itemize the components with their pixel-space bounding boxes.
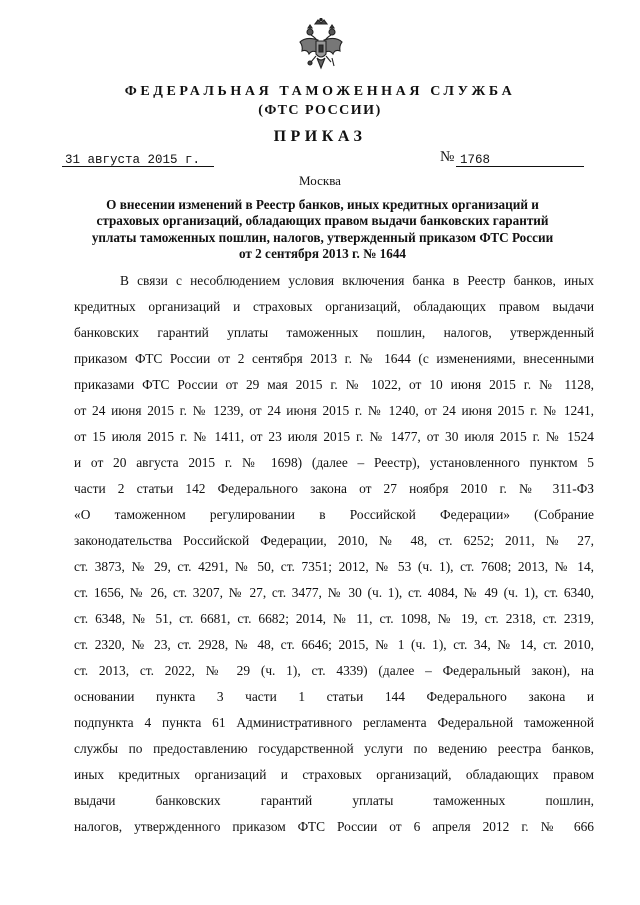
body-line: от 24 июня 2015 г. № 1239, от 24 июня 2015 г. № 1240, от 24 июня 2015 г. № 1241, (74, 403, 594, 418)
body-line: выдачи банковских гарантий уплаты таможенных пошлин, (74, 793, 594, 808)
body-line: налогов, утвержденного приказом ФТС России от 6 апреля 2012 г. № 666 (74, 819, 594, 834)
body-line: банковских гарантий уплаты таможенных пошлин, налогов, утвержденный (74, 325, 594, 340)
city: Москва (299, 173, 341, 188)
body-line: «О таможенном регулировании в Российской Федерации» (Собрание (74, 507, 594, 522)
document-type: ПРИКАЗ (273, 128, 367, 145)
body-line: ст. 6348, № 51, ст. 6681, ст. 6682; 2014, № 11, ст. 1098, № 19, ст. 2318, ст. 2319, (74, 611, 594, 626)
date-underline (62, 166, 214, 167)
state-emblem-icon (298, 18, 344, 74)
body-line: кредитных организаций и страховых организаций, обладающих правом выдачи (74, 299, 594, 314)
body-line: иных кредитных организаций и страховых организаций, обладающих правом (74, 767, 594, 782)
title-line: страховых организаций, обладающих правом выдачи банковских гарантий (96, 213, 549, 229)
title-line: уплаты таможенных пошлин, налогов, утвержденный приказом ФТС России (91, 229, 554, 245)
body-line: законодательства Российской Федерации, 2010, № 48, ст. 6252; 2011, № 27, (74, 533, 594, 548)
document-title (70, 197, 575, 262)
body-line: службы по предоставлению государственной услуги по ведению реестра банков, (74, 741, 594, 756)
body-line: части 2 статьи 142 Федерального закона от 27 ноября 2010 г. № 311-ФЗ (74, 481, 594, 496)
title-line: от 2 сентября 2013 г. № 1644 (238, 245, 407, 261)
body-line: ст. 1656, № 26, ст. 3207, № 27, ст. 3477, № 30 (ч. 1), ст. 4084, № 49 (ч. 1), ст. 6340, (74, 585, 594, 600)
body-line: подпункта 4 пункта 61 Административного регламента Федеральной таможенной (74, 715, 594, 730)
agency-name: ФЕДЕРАЛЬНАЯ ТАМОЖЕННАЯ СЛУЖБА (124, 84, 516, 99)
body-line: приказом ФТС России от 2 сентября 2013 г. № 1644 (с изменениями, внесенными (74, 351, 594, 366)
body-line: основании пункта 3 части 1 статьи 144 Федерального закона и (74, 689, 594, 704)
body-line: ст. 2320, № 23, ст. 2928, № 48, ст. 6646; 2015, № 1 (ч. 1), ст. 34, № 14, ст. 2010, (74, 637, 594, 652)
number-sign: № (440, 149, 455, 165)
body-line: В связи с несоблюдением условия включения банка в Реестр банков, иных (120, 273, 594, 288)
title-line: О внесении изменений в Реестр банков, иных кредитных организаций и (106, 197, 539, 212)
body-line: ст. 2013, ст. 2022, № 29 (ч. 1), ст. 4339) (далее – Федеральный закон), на (74, 663, 594, 678)
body-line: от 15 июля 2015 г. № 1411, от 23 июля 2015 г. № 1477, от 30 июля 2015 г. № 1524 (74, 429, 594, 444)
agency-short-name: (ФТС РОССИИ) (258, 103, 382, 118)
number-underline (456, 166, 584, 167)
body-line: и от 20 августа 2015 г. № 1698) (далее – Реестр), установленного пунктом 5 (74, 455, 594, 470)
body-line: ст. 3873, № 29, ст. 4291, № 50, ст. 7351; 2012, № 53 (ч. 1), ст. 7608; 2013, № 14, (74, 559, 594, 574)
document-date: 31 августа 2015 г. (65, 153, 201, 167)
body-line: приказами ФТС России от 29 мая 2015 г. № 1022, от 10 июня 2015 г. № 1128, (74, 377, 594, 392)
document-number: 1768 (460, 153, 491, 167)
